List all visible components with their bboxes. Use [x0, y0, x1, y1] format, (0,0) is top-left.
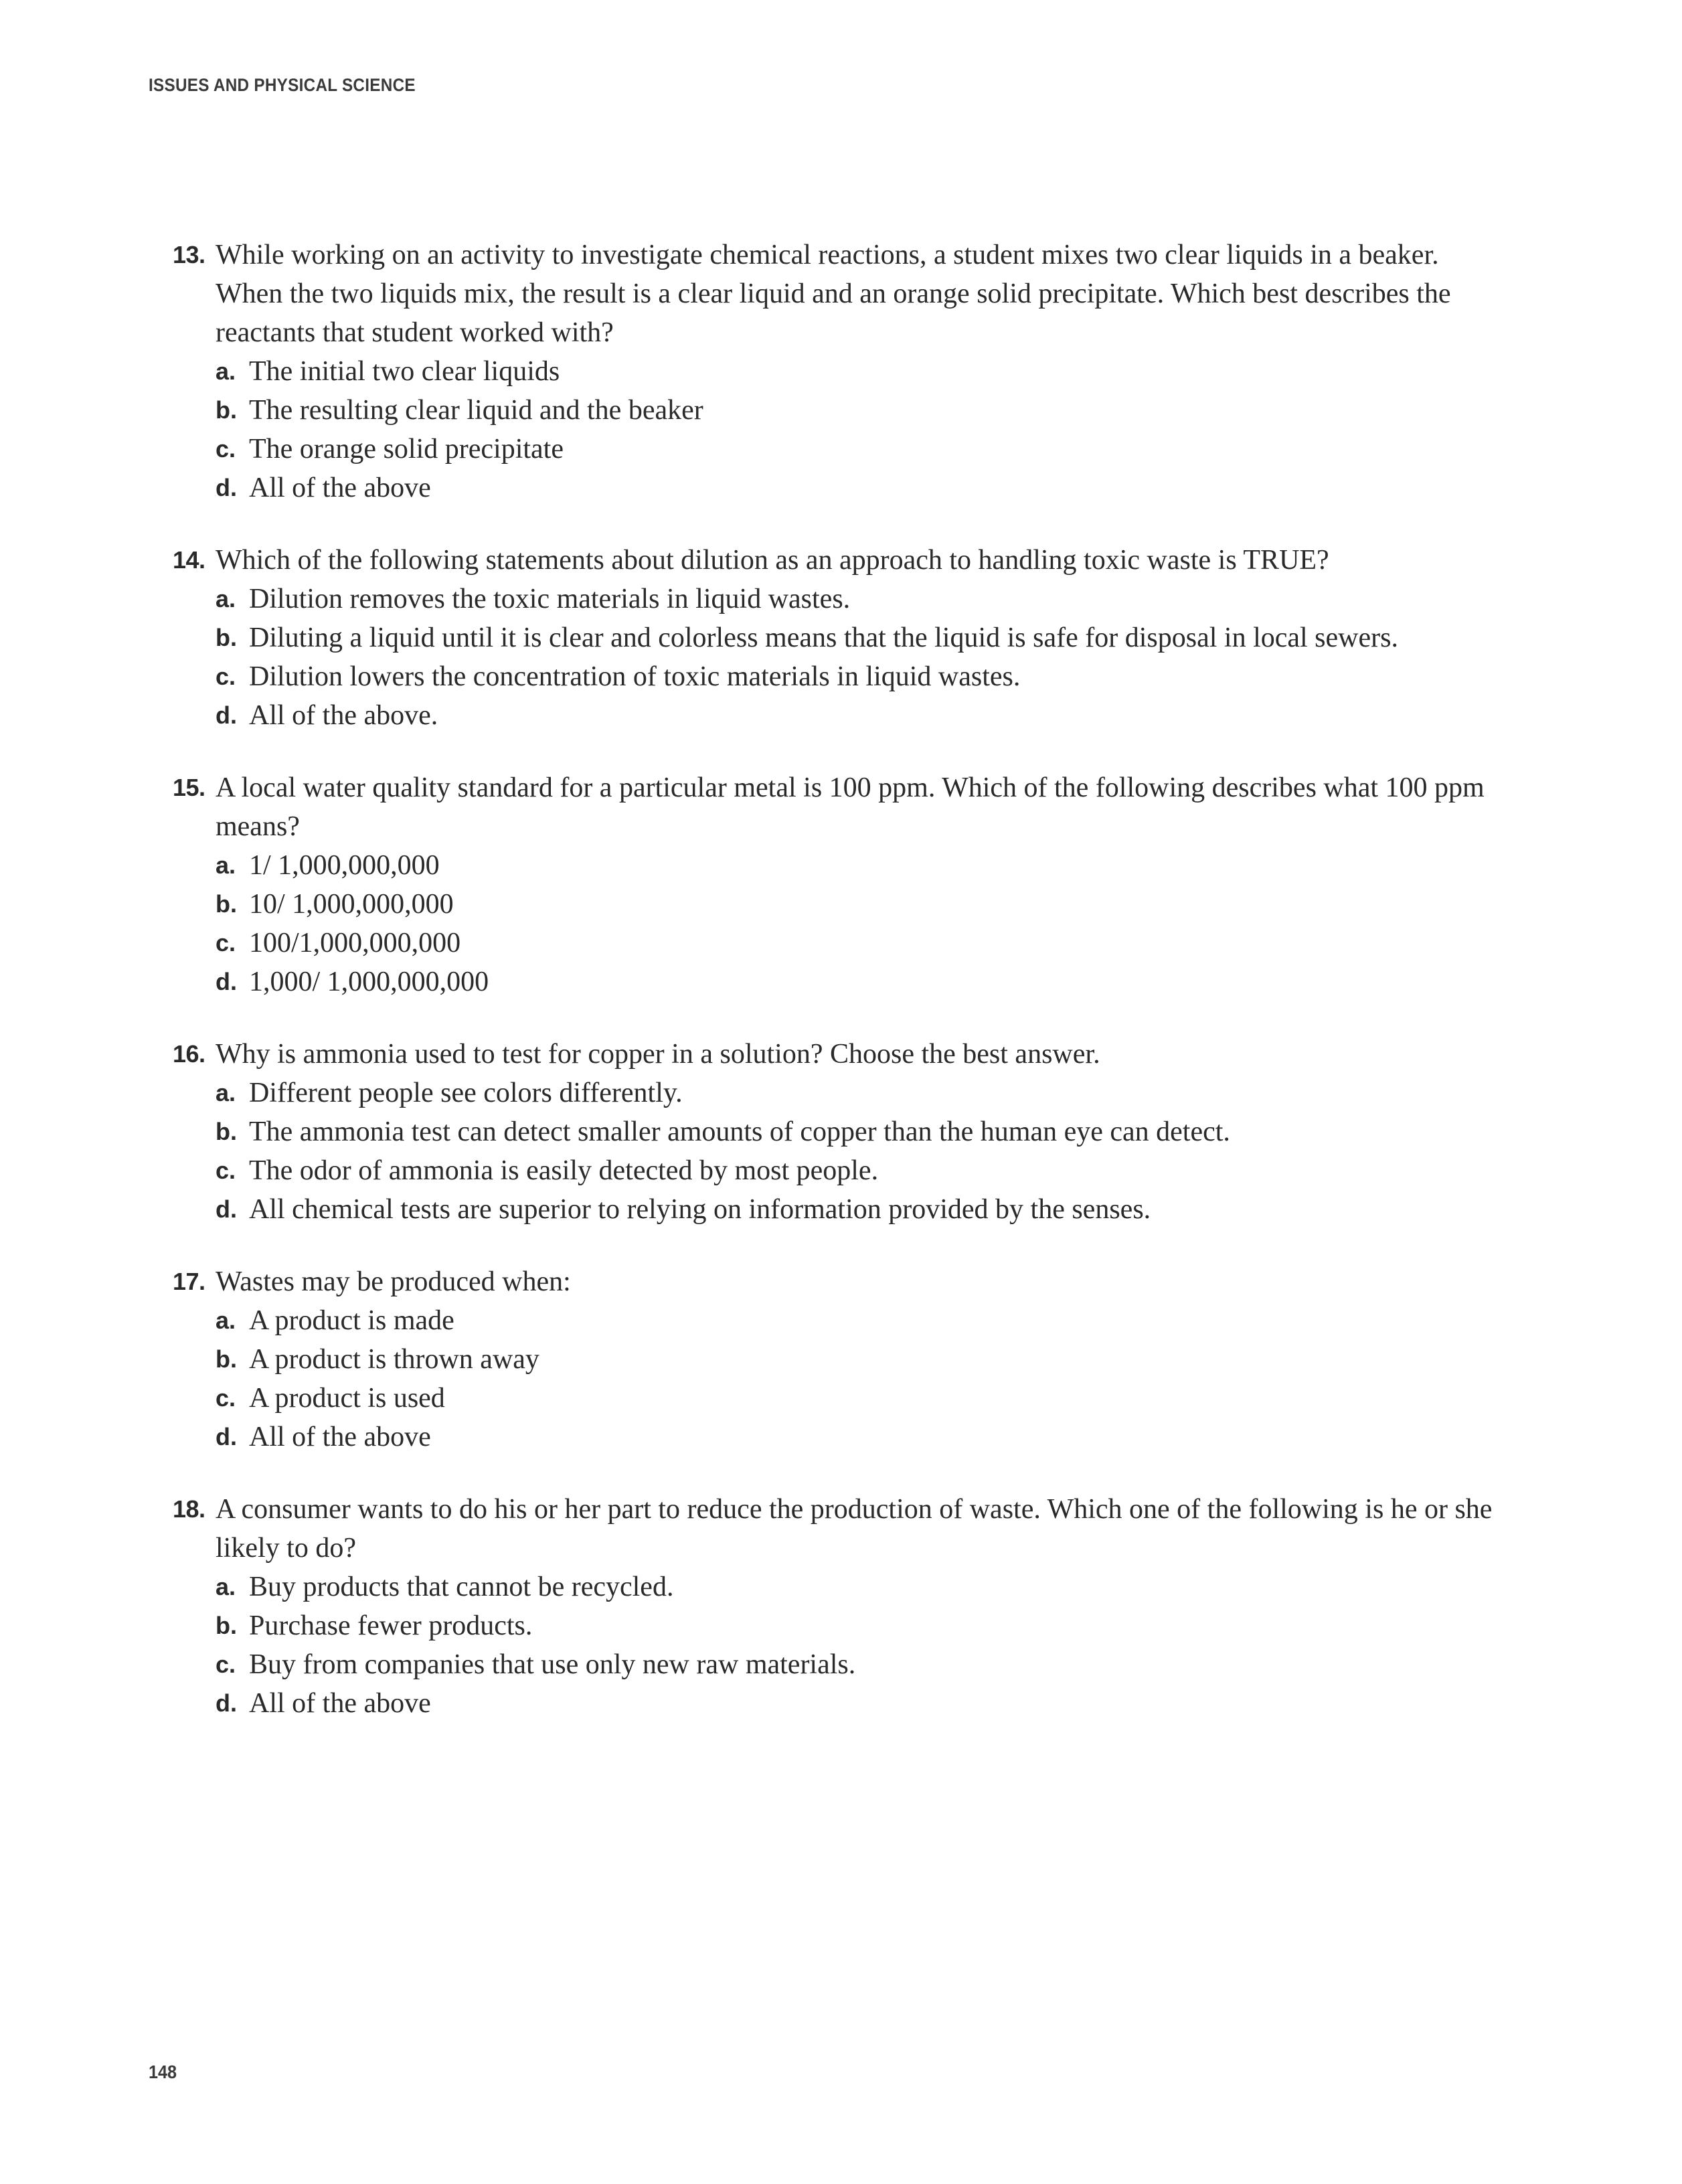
option-letter: b.	[216, 1345, 237, 1373]
answer-options	[216, 352, 1511, 507]
question-list	[173, 236, 1511, 1756]
answer-option	[216, 580, 1511, 618]
option-letter: c.	[216, 929, 236, 956]
answer-option	[216, 657, 1511, 696]
answer-option	[216, 1301, 1511, 1340]
answer-options	[216, 1074, 1511, 1229]
option-letter: b.	[216, 396, 237, 424]
question-16	[173, 1035, 1511, 1229]
option-letter: d.	[216, 968, 237, 995]
option-text: A product is made	[249, 1305, 454, 1336]
option-text: Dilution removes the toxic materials in liquid wastes.	[249, 584, 851, 614]
option-text: 1,000/ 1,000,000,000	[249, 967, 489, 997]
question-number: 13.	[173, 241, 205, 268]
answer-option	[216, 1606, 1511, 1645]
option-letter: a.	[216, 585, 236, 612]
option-text: Buy from companies that use only new raw materials.	[249, 1649, 856, 1680]
answer-option	[216, 1112, 1511, 1151]
answer-option	[216, 430, 1511, 469]
option-text: All of the above	[249, 1688, 431, 1719]
option-text: A product is thrown away	[249, 1344, 539, 1375]
answer-option	[216, 846, 1511, 885]
question-text: A local water quality standard for a particular metal is 100 ppm. Which of the following describes what 100 ppm means?	[216, 772, 1485, 842]
option-letter: a.	[216, 357, 236, 385]
question-number: 15.	[173, 774, 205, 801]
question-number: 17.	[173, 1268, 205, 1295]
answer-option	[216, 885, 1511, 924]
option-letter: c.	[216, 435, 236, 463]
option-text: The ammonia test can detect smaller amounts of copper than the human eye can detect.	[249, 1116, 1230, 1147]
answer-option	[216, 1684, 1511, 1723]
question-text: A consumer wants to do his or her part to reduce the production of waste. Which one of the following is he or she likely to do?	[216, 1494, 1493, 1564]
question-number: 14.	[173, 546, 205, 574]
answer-option	[216, 924, 1511, 962]
option-letter: c.	[216, 1651, 236, 1678]
answer-option	[216, 391, 1511, 430]
option-text: 10/ 1,000,000,000	[249, 889, 454, 920]
answer-option	[216, 1151, 1511, 1190]
option-text: Buy products that cannot be recycled.	[249, 1572, 674, 1602]
answer-option	[216, 469, 1511, 507]
option-letter: a.	[216, 851, 236, 879]
option-letter: c.	[216, 1157, 236, 1184]
option-text: 1/ 1,000,000,000	[249, 850, 440, 881]
page-number: 148	[149, 2062, 177, 2082]
option-letter: d.	[216, 1195, 237, 1223]
option-text: 100/1,000,000,000	[249, 928, 461, 958]
option-letter: b.	[216, 890, 237, 918]
option-text: The orange solid precipitate	[249, 434, 564, 465]
answer-options	[216, 1568, 1511, 1723]
answer-option	[216, 618, 1511, 657]
question-text: While working on an activity to investigate chemical reactions, a student mixes two clear liquids in a beaker. When the two liquids mix, the result is a clear liquid and an orange solid precipitate. Which best describes the reactants that student worked with?	[216, 240, 1451, 348]
question-13	[173, 236, 1511, 507]
answer-option	[216, 962, 1511, 1001]
question-17	[173, 1262, 1511, 1456]
option-text: All chemical tests are superior to relying on information provided by the senses.	[249, 1194, 1151, 1225]
option-letter: c.	[216, 663, 236, 690]
option-letter: d.	[216, 1689, 237, 1717]
answer-options	[216, 846, 1511, 1001]
option-letter: b.	[216, 1118, 237, 1145]
question-18	[173, 1490, 1511, 1723]
option-text: The initial two clear liquids	[249, 356, 560, 387]
answer-options	[216, 580, 1511, 735]
option-text: The odor of ammonia is easily detected by most people.	[249, 1155, 879, 1186]
option-letter: a.	[216, 1573, 236, 1600]
answer-option	[216, 1340, 1511, 1379]
option-text: Different people see colors differently.	[249, 1078, 683, 1108]
answer-option	[216, 1379, 1511, 1418]
option-letter: b.	[216, 1612, 237, 1639]
answer-option	[216, 352, 1511, 391]
option-text: All of the above	[249, 1422, 431, 1452]
option-text: All of the above.	[249, 700, 438, 731]
question-number: 16.	[173, 1040, 205, 1068]
option-text: All of the above	[249, 473, 431, 503]
option-text: The resulting clear liquid and the beaker	[249, 395, 703, 426]
option-letter: b.	[216, 624, 237, 651]
question-15	[173, 768, 1511, 1001]
answer-option	[216, 1190, 1511, 1229]
option-letter: d.	[216, 701, 237, 729]
option-letter: d.	[216, 1423, 237, 1450]
option-text: Diluting a liquid until it is clear and colorless means that the liquid is safe for disposal in local sewers.	[249, 622, 1398, 653]
option-text: Purchase fewer products.	[249, 1610, 533, 1641]
question-14	[173, 541, 1511, 735]
question-text: Why is ammonia used to test for copper in a solution? Choose the best answer.	[216, 1039, 1100, 1070]
answer-options	[216, 1301, 1511, 1456]
option-text: A product is used	[249, 1383, 445, 1414]
option-text: Dilution lowers the concentration of toxic materials in liquid wastes.	[249, 661, 1021, 692]
option-letter: c.	[216, 1384, 236, 1412]
answer-option	[216, 1418, 1511, 1456]
question-text: Wastes may be produced when:	[216, 1266, 571, 1297]
option-letter: a.	[216, 1307, 236, 1334]
answer-option	[216, 696, 1511, 735]
question-text: Which of the following statements about dilution as an approach to handling toxic waste is TRUE?	[216, 545, 1329, 576]
question-number: 18.	[173, 1495, 205, 1523]
running-head: ISSUES AND PHYSICAL SCIENCE	[149, 75, 416, 95]
option-letter: a.	[216, 1079, 236, 1106]
answer-option	[216, 1645, 1511, 1684]
answer-option	[216, 1568, 1511, 1606]
option-letter: d.	[216, 474, 237, 501]
answer-option	[216, 1074, 1511, 1112]
